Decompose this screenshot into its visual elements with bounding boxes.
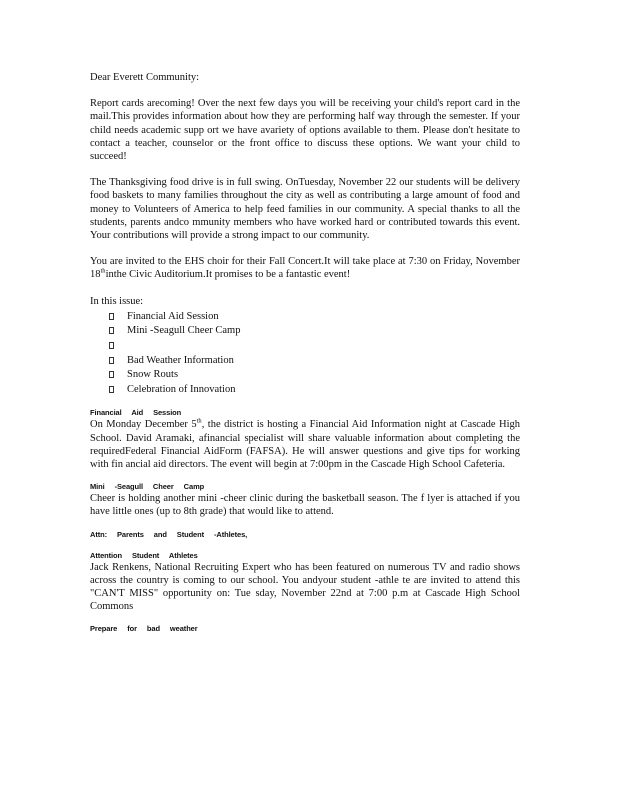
list-item xyxy=(109,339,520,354)
newsletter-body xyxy=(90,71,520,634)
report-cards-paragraph: Report cards arecoming! Over the next few days you will be receiving your child's report card in the mail.This provides information about how they are performing half way through the semester. If your child needs academic supp ort we have avariety of options available to them. Please don't hesitate to contact a teacher, counselor or the front office to discuss these options. We want your child to succeed! xyxy=(90,98,520,163)
square-bullet-icon xyxy=(109,386,114,393)
list-item: Snow Routs xyxy=(109,368,520,383)
financial-aid-date-suffix: th xyxy=(196,417,202,425)
financial-aid-paragraph xyxy=(90,418,520,471)
financial-aid-text-start: On Monday December 5 xyxy=(90,419,197,431)
financial-aid-text-end: , the district is hosting a Financial Aid Information night at Cascade High School. David Aramaki, afinancial specialist will share valuable information about completing the requiredFederal Financial AidForm (FAFSA). He will answer questions and give tips for working with fin ancial aid directors. The event will begin at 7:00pm in the Cascade High School Cafeteria. xyxy=(90,419,521,471)
attn-heading: Attn: Parents and Student -Athletes, xyxy=(90,529,248,539)
issue-list xyxy=(90,310,520,398)
cheer-camp-paragraph: Cheer is holding another mini -cheer clinic during the basketball season. The f lyer is attached if you have little ones (up to 8th grade) that would like to attend. xyxy=(90,493,520,518)
list-item: Bad Weather Information xyxy=(109,354,520,369)
list-item: Celebration of Innovation xyxy=(109,383,520,398)
salutation: Dear Everett Community: xyxy=(90,72,200,83)
weather-heading: Prepare for bad weather xyxy=(90,624,198,634)
cheer-camp-heading: Mini -Seagull Cheer Camp xyxy=(90,482,205,492)
square-bullet-icon xyxy=(109,342,114,349)
square-bullet-icon xyxy=(109,357,114,364)
list-item: Mini -Seagull Cheer Camp xyxy=(109,324,520,339)
list-item: Financial Aid Session xyxy=(109,310,520,325)
square-bullet-icon xyxy=(109,313,114,320)
athletes-heading: Attention Student Athletes xyxy=(90,550,198,560)
food-drive-paragraph: The Thanksgiving food drive is in full swing. OnTuesday, November 22 our students will be delivery food baskets to many families throughout the city as well as contributing a large amount of food and money to Volunteers of America to help feed families in our community. A special thanks to all the students, parents andco mmunity members who have worked hard or contributed towards this event. Your contributions will provide a strong impact to our community. xyxy=(90,177,520,242)
concert-paragraph xyxy=(90,255,520,281)
concert-text-start: You are invited to the EHS choir for their Fall Concert.It will take place at 7:30 on Friday, November 18 xyxy=(90,256,520,281)
issue-list-title: In this issue: xyxy=(90,295,144,307)
square-bullet-icon xyxy=(109,327,114,334)
financial-aid-heading: Financial Aid Session xyxy=(90,408,182,418)
athletes-paragraph: Jack Renkens, National Recruiting Expert who has been featured on numerous TV and radio shows across the country is coming to our school. You andyour student -athle te are invited to attend this "CAN'T MISS" opportunity on: Tue sday, November 22nd at 7:00 p.m at Cascade High School Commons xyxy=(90,561,520,613)
concert-date-suffix: th xyxy=(100,267,106,275)
square-bullet-icon xyxy=(109,371,114,378)
concert-text-end: inthe Civic Auditorium.It promises to be a fantastic event! xyxy=(105,269,351,281)
